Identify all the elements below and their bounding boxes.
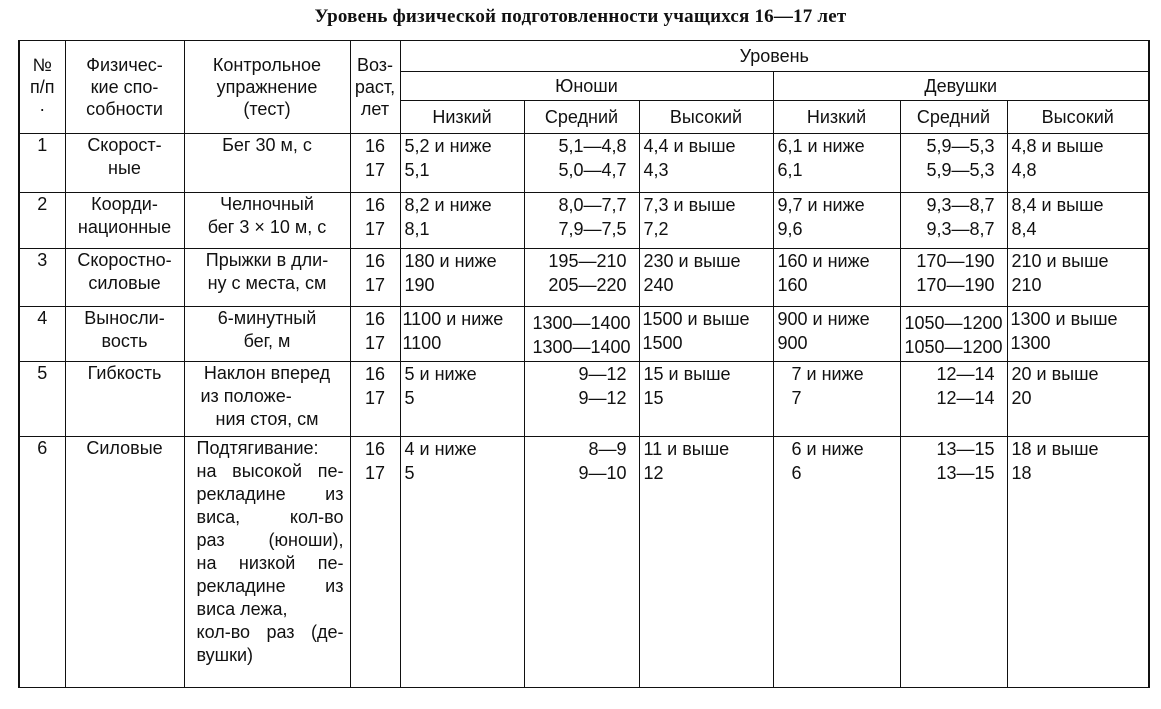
girls-medium-cell: 5,9—5,3 5,9—5,3 [900,134,1007,193]
table-row [19,134,1149,193]
header-test: Контрольное упражнение (тест) [184,41,350,134]
boys-high-cell: 15 и выше 15 [639,362,773,437]
boys-medium-cell: 8,0—7,7 7,9—7,5 [524,193,639,249]
row-ages: 16 17 [350,193,400,249]
row-test: Бег 30 м, с [184,134,350,193]
row-number: 4 [19,307,65,362]
row-ages: 16 17 [350,134,400,193]
boys-high-cell: 11 и выше 12 [639,437,773,688]
row-test: 6-минутный бег, м [184,307,350,362]
girls-high-cell: 18 и выше 18 [1007,437,1149,688]
header-boys-high: Высокий [639,101,773,134]
girls-low-cell: 6 и ниже 6 [773,437,900,688]
girls-medium-cell: 13—15 13—15 [900,437,1007,688]
header-boys-low: Низкий [400,101,524,134]
row-ages: 16 17 [350,437,400,688]
girls-medium-cell: 9,3—8,7 9,3—8,7 [900,193,1007,249]
header-age: Воз- раст, лет [350,41,400,134]
header-girls-medium: Средний [900,101,1007,134]
boys-low-cell: 1100 и ниже 1100 [400,307,524,362]
header-girls-high: Высокий [1007,101,1149,134]
boys-medium-cell: 5,1—4,8 5,0—4,7 [524,134,639,193]
table-title: Уровень физической подготовленности учащихся 16—17 лет [314,6,847,27]
row-ability: Коорди- национные [65,193,184,249]
girls-high-cell: 210 и выше 210 [1007,249,1149,307]
girls-low-cell: 9,7 и ниже 9,6 [773,193,900,249]
boys-high-cell: 7,3 и выше 7,2 [639,193,773,249]
header-girls-low: Низкий [773,101,900,134]
girls-high-cell: 1300 и выше 1300 [1007,307,1149,362]
row-test: Подтягивание: на высокой пе- рекладине из виса, кол-во раз (юноши), на низкой пе- рекладине из виса лежа, кол-во раз (де- вушки) [184,437,350,688]
row-ages: 16 17 [350,307,400,362]
table-row [19,193,1149,249]
girls-low-cell: 7 и ниже 7 [773,362,900,437]
row-number: 5 [19,362,65,437]
row-test: Наклон вперед из положе- ния стоя, см [184,362,350,437]
girls-low-cell: 160 и ниже 160 [773,249,900,307]
boys-low-cell: 4 и ниже 5 [400,437,524,688]
boys-low-cell: 5 и ниже 5 [400,362,524,437]
table-row [19,249,1149,307]
girls-high-cell: 20 и выше 20 [1007,362,1149,437]
boys-low-cell: 180 и ниже 190 [400,249,524,307]
fitness-level-table [18,40,1150,688]
header-girls: Девушки [773,72,1149,101]
row-ages: 16 17 [350,249,400,307]
header-num: № п/п · [19,41,65,134]
row-ability: Силовые [65,437,184,688]
girls-high-cell: 4,8 и выше 4,8 [1007,134,1149,193]
row-ages: 16 17 [350,362,400,437]
table-row [19,437,1149,688]
table-row [19,362,1149,437]
girls-medium-cell: 12—14 12—14 [900,362,1007,437]
row-ability: Выносли- вость [65,307,184,362]
row-number: 1 [19,134,65,193]
girls-medium-cell: 1050—1200 1050—1200 [900,307,1007,362]
row-number: 3 [19,249,65,307]
boys-low-cell: 5,2 и ниже 5,1 [400,134,524,193]
row-test: Прыжки в дли- ну с места, см [184,249,350,307]
girls-high-cell: 8,4 и выше 8,4 [1007,193,1149,249]
boys-high-cell: 230 и выше 240 [639,249,773,307]
boys-medium-cell: 195—210 205—220 [524,249,639,307]
row-ability: Скорост- ные [65,134,184,193]
boys-medium-cell: 1300—1400 1300—1400 [524,307,639,362]
boys-low-cell: 8,2 и ниже 8,1 [400,193,524,249]
boys-high-cell: 4,4 и выше 4,3 [639,134,773,193]
header-ability: Физичес- кие спо- собности [65,41,184,134]
header-boys: Юноши [400,72,773,101]
header-level: Уровень [400,41,1149,72]
girls-low-cell: 6,1 и ниже 6,1 [773,134,900,193]
row-ability: Гибкость [65,362,184,437]
girls-low-cell: 900 и ниже 900 [773,307,900,362]
girls-medium-cell: 170—190 170—190 [900,249,1007,307]
boys-high-cell: 1500 и выше 1500 [639,307,773,362]
row-number: 6 [19,437,65,688]
boys-medium-cell: 9—12 9—12 [524,362,639,437]
boys-medium-cell: 8—9 9—10 [524,437,639,688]
row-ability: Скоростно- силовые [65,249,184,307]
row-number: 2 [19,193,65,249]
table-row [19,307,1149,362]
header-boys-medium: Средний [524,101,639,134]
row-test: Челночный бег 3 × 10 м, с [184,193,350,249]
